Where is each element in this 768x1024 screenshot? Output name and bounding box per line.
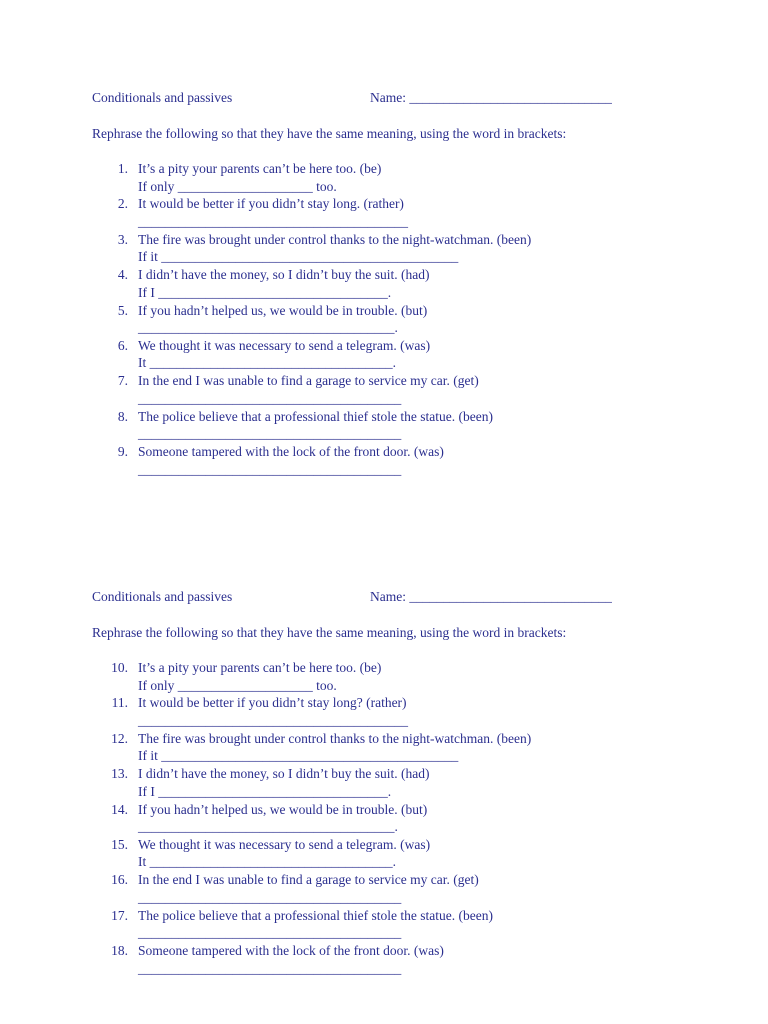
answer-line: _______________________________________ [138, 390, 402, 406]
answer-line: _______________________________________ [138, 461, 402, 477]
instructions: Rephrase the following so that they have the same meaning, using the word in brackets: [92, 625, 567, 640]
question-text: The fire was brought under control thanks to the night-watchman. (been) [138, 231, 532, 247]
question-text: It’s a pity your parents can’t be here too. (be) [138, 161, 382, 176]
question-item [92, 266, 712, 301]
question-item [92, 195, 712, 230]
name-field: Name: ______________________________ [370, 589, 612, 604]
question-number: 11. [111, 695, 128, 711]
answer-line: _______________________________________ [138, 889, 402, 905]
answer-line: It ____________________________________. [138, 355, 396, 371]
question-text: If you hadn’t helped us, we would be in trouble. (but) [138, 302, 428, 318]
worksheet-title: Conditionals and passives [92, 90, 233, 105]
question-text: I didn’t have the money, so I didn’t buy the suit. (had) [138, 766, 430, 782]
question-number: 12. [111, 730, 128, 746]
question-text: Someone tampered with the lock of the front door. (was) [138, 444, 444, 460]
question-item [92, 730, 712, 765]
question-item [92, 765, 712, 800]
question-text: In the end I was unable to find a garage to service my car. (get) [138, 872, 479, 888]
question-item [92, 659, 712, 694]
answer-line: If only ____________________ too. [138, 178, 337, 194]
question-item [92, 372, 712, 407]
question-text: If you hadn’t helped us, we would be in trouble. (but) [138, 801, 428, 817]
question-number: 2. [117, 196, 128, 212]
question-text: It would be better if you didn’t stay long. (rather) [138, 196, 404, 212]
answer-line: If it ____________________________________________ [138, 249, 459, 265]
answer-line: _______________________________________ [138, 960, 402, 976]
question-item [92, 160, 712, 195]
question-number: 7. [117, 373, 128, 389]
question-number: 4. [117, 267, 128, 283]
instructions: Rephrase the following so that they have the same meaning, using the word in brackets: [92, 126, 567, 141]
answer-line: _______________________________________ [138, 925, 402, 941]
question-text: The fire was brought under control thanks to the night-watchman. (been) [138, 730, 532, 746]
question-text: The police believe that a professional thief stole the statue. (been) [138, 907, 493, 923]
answer-line: ______________________________________. [138, 819, 398, 835]
question-text: We thought it was necessary to send a telegram. (was) [138, 337, 431, 353]
question-text: It would be better if you didn’t stay long? (rather) [138, 695, 407, 711]
question-item [92, 871, 712, 906]
question-number: 16. [111, 872, 128, 888]
question-item [92, 231, 712, 266]
answer-line: ______________________________________. [138, 320, 398, 336]
answer-line: _______________________________________ [138, 426, 402, 442]
question-item [92, 907, 712, 942]
answer-line: If it ____________________________________________ [138, 748, 459, 764]
question-text: In the end I was unable to find a garage to service my car. (get) [138, 373, 479, 389]
answer-line: If I __________________________________. [138, 284, 392, 300]
question-item [92, 337, 712, 372]
answer-line: If only ____________________ too. [138, 677, 337, 693]
question-number: 9. [117, 444, 128, 460]
question-item [92, 836, 712, 871]
question-item [92, 694, 712, 729]
question-item [92, 302, 712, 337]
question-text: We thought it was necessary to send a telegram. (was) [138, 836, 431, 852]
question-item [92, 443, 712, 478]
question-number: 13. [111, 766, 128, 782]
question-list [92, 160, 712, 479]
worksheet-title: Conditionals and passives [92, 589, 233, 604]
question-number: 6. [117, 337, 128, 353]
question-text: Someone tampered with the lock of the front door. (was) [138, 943, 444, 959]
question-list [92, 659, 712, 978]
question-text: It’s a pity your parents can’t be here too. (be) [138, 660, 382, 675]
question-number: 17. [111, 907, 128, 923]
question-number: 14. [111, 801, 128, 817]
name-field: Name: ______________________________ [370, 90, 612, 105]
answer-line: ________________________________________ [138, 712, 408, 728]
question-number: 10. [111, 660, 128, 675]
worksheet-header [92, 587, 652, 607]
question-number: 5. [117, 302, 128, 318]
question-text: I didn’t have the money, so I didn’t buy the suit. (had) [138, 267, 430, 283]
question-item [92, 942, 712, 977]
answer-line: It ____________________________________. [138, 854, 396, 870]
answer-line: If I __________________________________. [138, 783, 392, 799]
question-number: 15. [111, 836, 128, 852]
question-item [92, 408, 712, 443]
worksheet-header [92, 88, 652, 108]
question-text: The police believe that a professional thief stole the statue. (been) [138, 408, 493, 424]
question-number: 1. [117, 161, 128, 176]
question-number: 3. [117, 231, 128, 247]
question-number: 8. [117, 408, 128, 424]
question-item [92, 801, 712, 836]
answer-line: ________________________________________ [138, 213, 408, 229]
question-number: 18. [111, 943, 128, 959]
